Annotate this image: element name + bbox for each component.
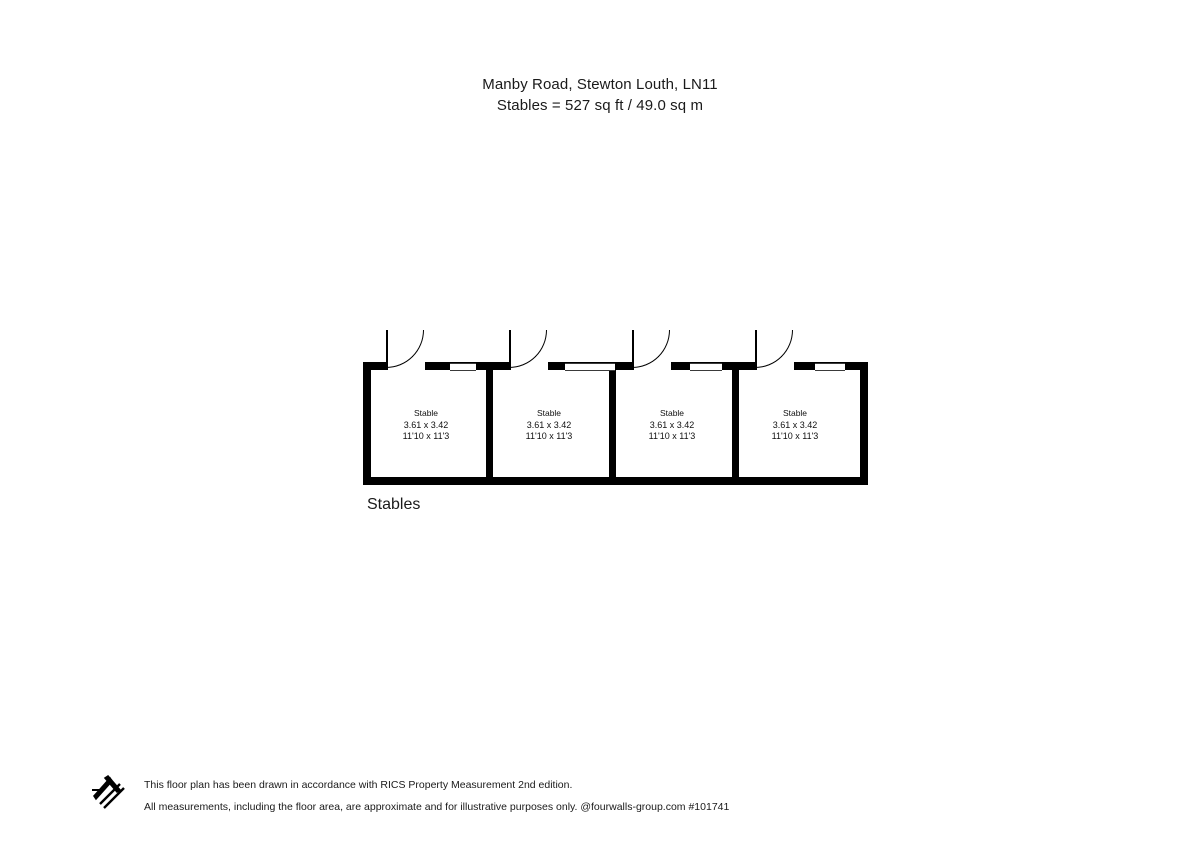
plan-title-block [0, 74, 1200, 116]
door-swing-icon [755, 330, 795, 370]
room-dimensions-metric: 3.61 x 3.42 [772, 419, 818, 430]
door-swing-icon [386, 330, 426, 370]
door-leaf [386, 330, 388, 368]
room-dimensions-metric: 3.61 x 3.42 [526, 419, 572, 430]
footer-disclaimer-line-2: All measurements, including the floor area, are approximate and for illustrative purposes only. @fourwalls-group.com #101741 [144, 801, 730, 813]
footer-disclaimer-line-1: This floor plan has been drawn in accordance with RICS Property Measurement 2nd edition. [144, 779, 573, 791]
door-swing-icon [509, 330, 549, 370]
door-leaf [632, 330, 634, 368]
room-label [735, 408, 855, 443]
door-arc [632, 330, 670, 368]
window-icon [690, 363, 722, 371]
room-label [489, 408, 609, 443]
window-icon [450, 363, 476, 371]
room-label [366, 408, 486, 443]
property-address: Manby Road, Stewton Louth, LN11 [482, 76, 718, 93]
room-name: Stable [782, 408, 808, 418]
room-name: Stable [536, 408, 562, 418]
floor-plan [360, 330, 880, 500]
north-arrow-icon [90, 770, 130, 812]
door-arc [509, 330, 547, 368]
room-dimensions-metric: 3.61 x 3.42 [403, 419, 449, 430]
room-label [612, 408, 732, 443]
door-arc [386, 330, 424, 368]
room-dimensions-metric: 3.61 x 3.42 [649, 419, 695, 430]
total-area: Stables = 527 sq ft / 49.0 sq m [496, 97, 704, 114]
room-dimensions-imperial: 11'10 x 11'3 [771, 431, 819, 441]
door-arc [755, 330, 793, 368]
footer-text [144, 774, 729, 818]
footer [90, 768, 1110, 826]
door-leaf [509, 330, 511, 368]
room-name: Stable [659, 408, 685, 418]
room-name: Stable [413, 408, 439, 418]
door-swing-icon [632, 330, 672, 370]
window-icon [565, 363, 615, 371]
room-dimensions-imperial: 11'10 x 11'3 [402, 431, 450, 441]
room-dimensions-imperial: 11'10 x 11'3 [648, 431, 696, 441]
floor-caption: Stables [367, 496, 421, 513]
room-dimensions-imperial: 11'10 x 11'3 [525, 431, 573, 441]
window-icon [815, 363, 845, 371]
door-leaf [755, 330, 757, 368]
